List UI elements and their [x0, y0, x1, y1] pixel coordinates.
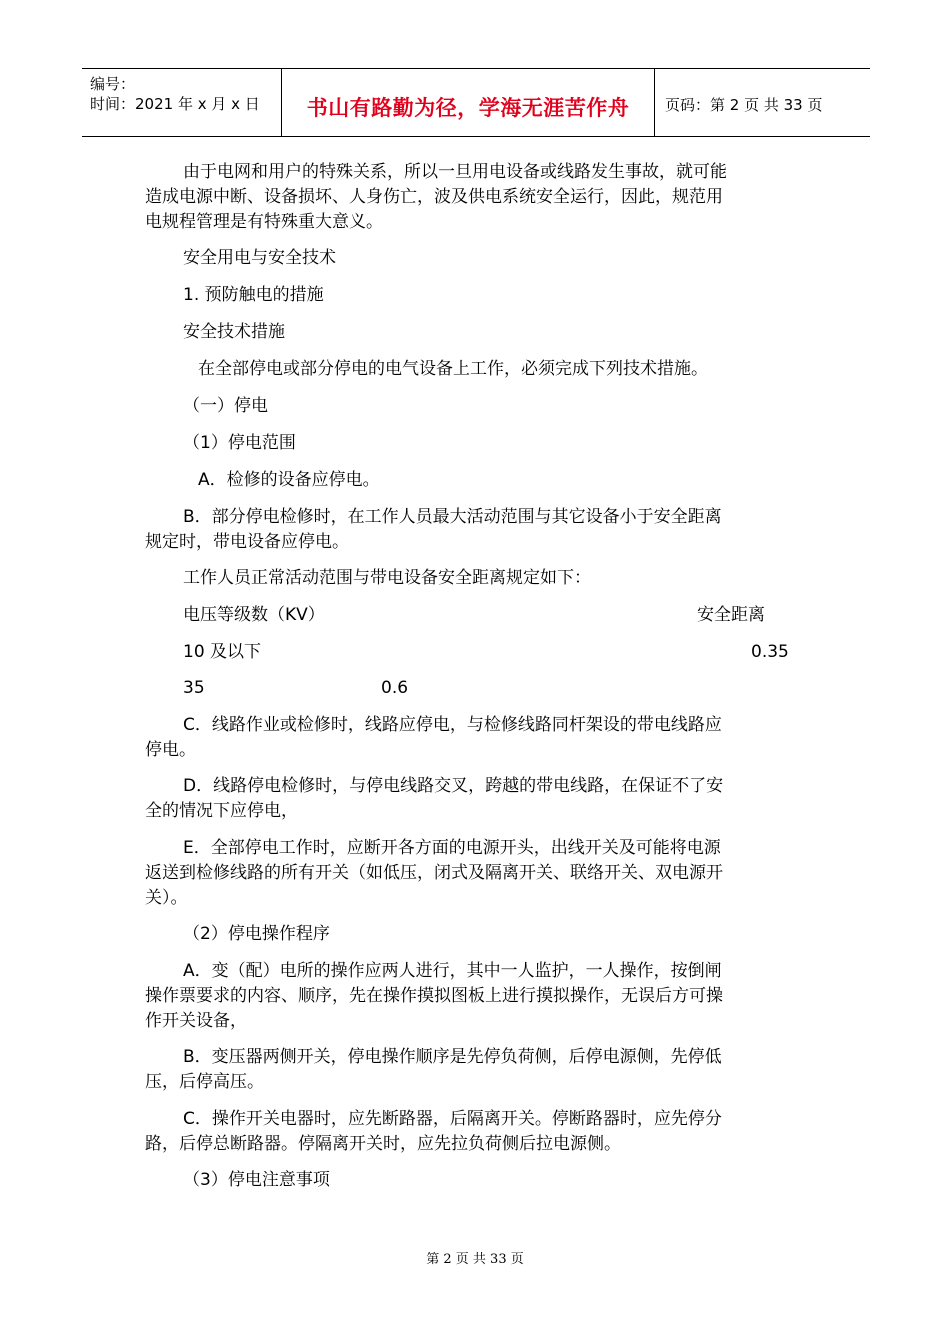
table-cell: 0.6: [381, 678, 409, 698]
list-item: C．线路作业或检修时，线路应停电，与检修线路同杆架设的带电线路应: [183, 715, 722, 735]
section-heading: 1. 预防触电的措施: [183, 285, 324, 305]
subsection-heading: （1）停电范围: [183, 433, 296, 453]
list-item: D．线路停电检修时，与停电线路交叉，跨越的带电线路，在保证不了安: [183, 776, 724, 796]
table-cell: 35: [183, 678, 205, 698]
page-footer: 第 2 页 共 33 页: [426, 1252, 524, 1267]
header-meta-cell: [82, 69, 282, 136]
list-item: 作开关设备，: [145, 1011, 247, 1031]
paragraph-line: 电规程管理是有特殊重大意义。: [145, 212, 383, 232]
header-motto-cell: [282, 69, 655, 136]
paragraph-line: 由于电网和用户的特殊关系，所以一旦用电设备或线路发生事故，就可能: [183, 162, 727, 182]
subsection-heading: （一）停电: [183, 396, 268, 416]
list-item: 操作票要求的内容、顺序，先在操作摸拟图板上进行摸拟操作，无误后方可操: [145, 986, 723, 1006]
table-cell: 10 及以下: [183, 642, 262, 662]
paragraph-line: 造成电源中断、设备损坏、人身伤亡，波及供电系统安全运行，因此，规范用: [145, 187, 723, 207]
header-page-info: 页码：第 2 页 共 33 页: [665, 96, 823, 114]
paragraph-line: 工作人员正常活动范围与带电设备安全距离规定如下：: [183, 568, 591, 588]
list-item: B．部分停电检修时，在工作人员最大活动范围与其它设备小于安全距离: [183, 507, 722, 527]
subsection-heading: （3）停电注意事项: [183, 1170, 330, 1190]
header-page-cell: [655, 69, 870, 136]
document-number-label: 编号：: [90, 75, 136, 93]
table-header-voltage: 电压等级数（KV）: [183, 605, 325, 625]
section-heading: 安全技术措施: [183, 322, 285, 342]
table-cell: 0.35: [751, 642, 789, 662]
list-item: E．全部停电工作时，应断开各方面的电源开头，出线开关及可能将电源: [183, 838, 721, 858]
table-header-distance: 安全距离: [697, 605, 765, 625]
list-item: 路，后停总断路器。停隔离开关时，应先拉负荷侧后拉电源侧。: [145, 1134, 621, 1154]
page-header: [82, 68, 870, 137]
list-item: 停电。: [145, 740, 196, 760]
list-item: 全的情况下应停电，: [145, 801, 298, 821]
paragraph-line: 在全部停电或部分停电的电气设备上工作，必须完成下列技术措施。: [198, 359, 708, 379]
list-item: C．操作开关电器时，应先断路器，后隔离开关。停断路器时，应先停分: [183, 1109, 722, 1129]
list-item: 规定时，带电设备应停电。: [145, 532, 349, 552]
list-item: A．变（配）电所的操作应两人进行，其中一人监护，一人操作，按倒闸: [183, 961, 722, 981]
list-item: 压，后停高压。: [145, 1072, 264, 1092]
list-item: 返送到检修线路的所有开关（如低压，闭式及隔离开关、联络开关、双电源开: [145, 863, 723, 883]
list-item: B．变压器两侧开关，停电操作顺序是先停负荷侧，后停电源侧，先停低: [183, 1047, 722, 1067]
list-item: 关）。: [145, 888, 188, 908]
header-motto: 书山有路勤为径，学海无涯苦作舟: [306, 96, 630, 120]
document-date: 时间：2021 年 x 月 x 日: [90, 95, 260, 113]
list-item: A．检修的设备应停电。: [198, 470, 380, 490]
section-heading: 安全用电与安全技术: [183, 248, 336, 268]
subsection-heading: （2）停电操作程序: [183, 924, 330, 944]
